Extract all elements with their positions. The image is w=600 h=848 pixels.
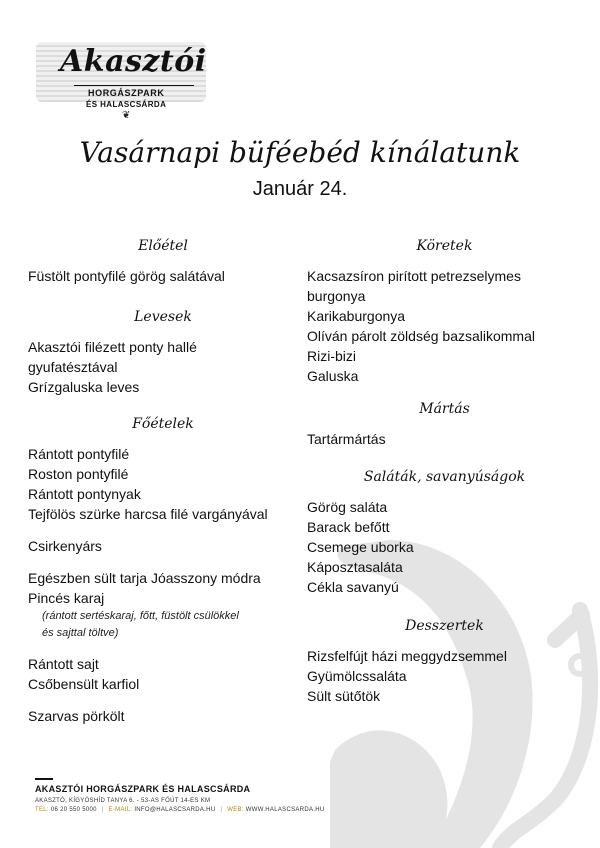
menu-date: Január 24. [252, 178, 348, 200]
logo-divider [74, 85, 194, 86]
email-link[interactable]: INFO@HALASCSARDA.HU [134, 807, 216, 813]
menu-item: Galuska [307, 368, 359, 384]
menu-item: Kacsazsíron pirított petrezselymes [307, 268, 521, 284]
menu-item: Szarvas pörkölt [28, 708, 125, 724]
menu-item: Cékla savanyú [307, 579, 399, 595]
section-salatak [307, 469, 582, 597]
menu-item: Csirkenyárs [28, 538, 102, 554]
menu-item: Tejfölös szürke harcsa filé vargányával [28, 506, 268, 522]
menu-item: Rizsfelfújt házi meggydzsemmel [307, 648, 507, 664]
menu-item: Sült sütőtök [307, 688, 381, 704]
separator: | [220, 807, 223, 813]
menu-item: Rizi-bizi [307, 348, 356, 364]
separator: | [101, 807, 104, 813]
section-heading-eloetel: Előétel [138, 238, 188, 254]
menu-item: Káposztasaláta [307, 559, 403, 575]
menu-item: Karikaburgonya [307, 308, 406, 324]
page-title: Vasárnapi büféebéd kínálatunk [79, 136, 521, 169]
menu-item: Görög saláta [307, 499, 388, 515]
menu-item: Gyümölcssaláta [307, 668, 407, 684]
menu-item: Egészben sült tarja Jóasszony módra [28, 570, 261, 586]
menu-item: Rántott sajt [28, 656, 99, 672]
section-heading-foetelek: Főételek [132, 416, 194, 432]
menu-item: Pincés karaj [28, 590, 105, 606]
section-desszertek [307, 618, 582, 706]
section-heading-martas: Mártás [419, 401, 470, 417]
section-koretek [307, 238, 582, 386]
section-martas [307, 401, 582, 449]
phone-number[interactable]: 06 20 550 5000 [50, 807, 97, 813]
section-heading-salatak: Saláták, savanyúságok [363, 469, 526, 485]
email-label: E-MAIL: [108, 807, 133, 813]
menu-item: Csőbensült karfiol [28, 676, 140, 692]
menu-item: Akasztói filézett ponty hallé [28, 339, 197, 355]
section-heading-levesek: Levesek [134, 309, 192, 325]
tel-label: TEL: [35, 807, 49, 813]
menu-item-note: és sajttal töltve) [42, 627, 119, 639]
menu-item: Tartármártás [307, 431, 386, 447]
section-heading-desszertek: Desszertek [405, 618, 484, 634]
menu-item: Grízgaluska leves [28, 379, 140, 395]
logo-name: Akasztói [60, 44, 207, 79]
menu-item: Csemege uborka [307, 539, 414, 555]
restaurant-logo [30, 38, 220, 120]
menu-item: Rántott pontyfilé [28, 446, 130, 462]
menu-item: Füstölt pontyfilé görög salátával [28, 268, 225, 284]
section-heading-koretek: Köretek [416, 238, 473, 254]
footer-divider [35, 778, 53, 780]
logo-line-2: ÉS HALASCSÁRDA [86, 100, 167, 109]
fish-icon: ❦ [122, 110, 131, 121]
footer [35, 778, 325, 813]
menu-item: Rántott pontynyak [28, 486, 141, 502]
website-link[interactable]: WWW.HALASCSARDA.HU [245, 807, 325, 813]
footer-contact [35, 807, 325, 813]
menu-item: Barack befőtt [307, 519, 390, 535]
section-eloetel [28, 238, 298, 286]
section-foetelek [28, 416, 298, 726]
menu-item: burgonya [307, 288, 366, 304]
menu-item-note: (rántott sertéskaraj, főtt, füstölt csülökkel [42, 610, 239, 622]
menu-item: gyufatésztával [28, 359, 118, 375]
menu-item: Olíván párolt zöldség bazsalikommal [307, 328, 535, 344]
footer-business-name: AKASZTÓI HORGÁSZPARK ÉS HALASCSÁRDA [35, 784, 251, 794]
logo-line-1: HORGÁSZPARK [88, 88, 165, 98]
menu-item: Roston pontyfilé [28, 466, 129, 482]
section-levesek [28, 309, 298, 397]
web-label: WEB: [227, 807, 244, 813]
footer-address: AKASZTÓ, KÍGYÓSHÍD TANYA 6. - 53-AS FŐÚT 14-ES KM [35, 798, 211, 804]
